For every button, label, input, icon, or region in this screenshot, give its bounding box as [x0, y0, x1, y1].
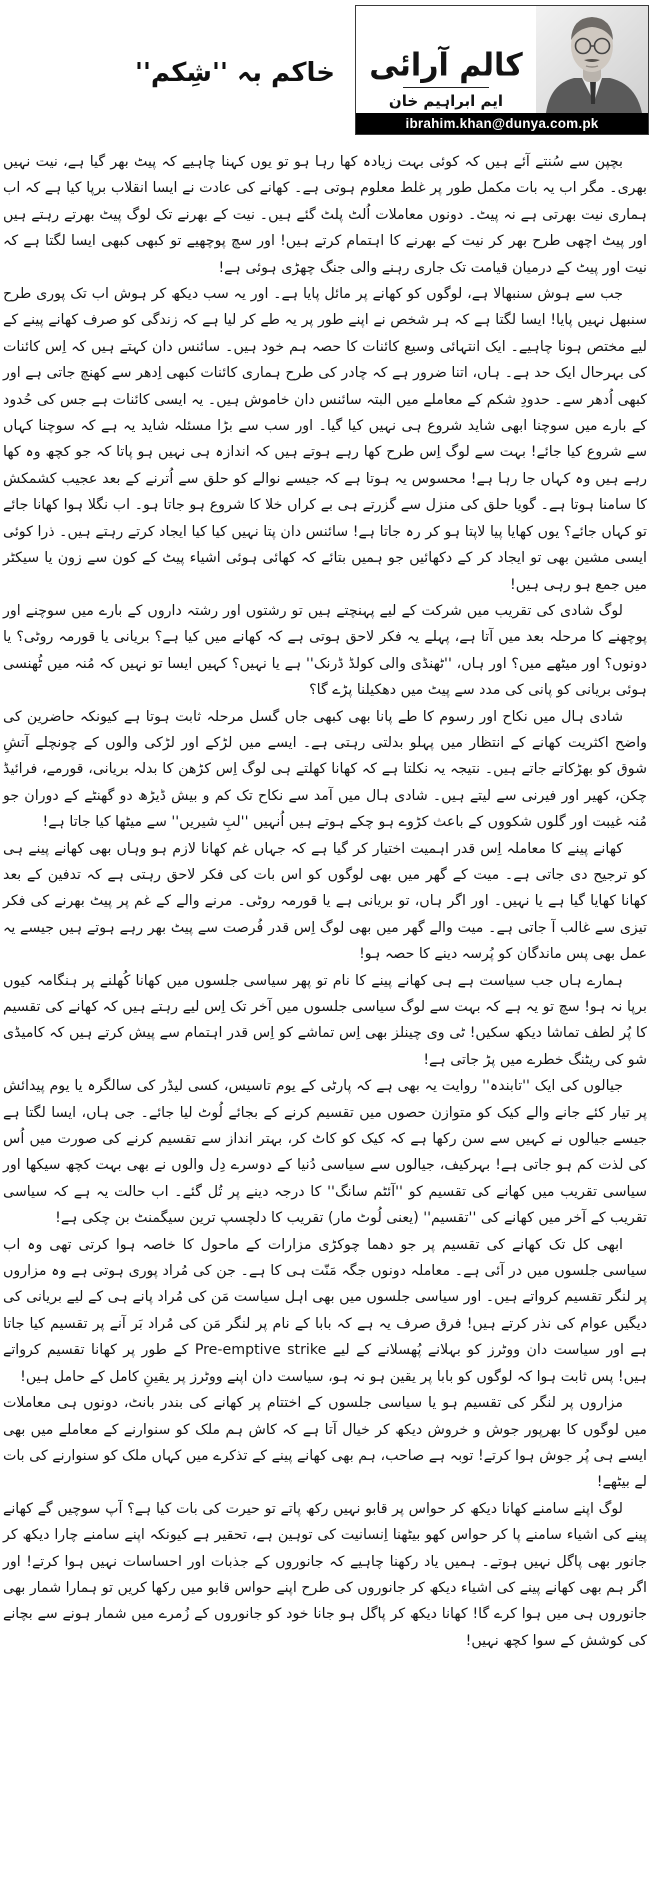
- article-paragraph: مزاروں پر لنگر کی تقسیم ہو یا سیاسی جلسوں کے اختتام پر کھانے کی بندر بانٹ، دونوں ہی معاملات میں لوگوں کا بھرپور جوش و خروش دیکھ کر خیال آتا ہے کہ کاش ہم ملک کو سنوارنے کے معاملے میں بھی ایسے ہی پُر جوش ہوا کرتے! توبہ ہے صاحب، ہم بھی کھانے پینے کے تذکرے میں کہاں ملک کو سنوارنے کی بات لے بیٹھے!: [3, 1395, 647, 1491]
- article-paragraph: شادی ہال میں نکاح اور رسوم کا طے پانا بھی کبھی جاں گسل مرحلہ ثابت ہوتا ہے کیونکہ حاضرین کی واضح اکثریت کھانے کے انتظار میں پہلو بدلتی رہتی ہے۔ ایسے میں لڑکے اور لڑکی والوں کے چونچلے آتشِ شوق کو بھڑکاتے جاتے ہیں۔ نتیجہ یہ نکلتا ہے کہ کھانا کھلتے ہی لوگ اِس کڑھن کا بدلہ بریانی، قورمے، فرائیڈ چکن، کھیر اور فیرنی سے لیتے ہیں۔ شادی ہال میں آمد سے نکاح تک کم و بیش ڈیڑھ دو گھنٹے کے دوران جو مُنہ غیبت اور گلوں شکووں کے باعث کڑوے ہو چکے ہوتے ہیں اُنہیں ''لبِ شیریں'' سے میٹھا کیا جاتا ہے!: [3, 708, 647, 831]
- masthead-divider: [403, 87, 489, 88]
- article-paragraph: جب سے ہوش سنبھالا ہے، لوگوں کو کھانے پر مائل پایا ہے۔ اور یہ سب دیکھ کر ہوش اب تک پوری طرح سنبھل نہیں پایا! ایسا لگتا ہے کہ ہر شخص نے اپنے طور پر یہ طے کر لیا ہے کہ زندگی کو صرف کھانے پینے کے لیے مختص ہونا چاہیے۔ ایک انتہائی وسیع کائنات کا حصہ ہم خود ہیں۔ سائنس دان کہتے ہیں کہ اِس کائنات کی بہرحال ایک حد ہے۔ ہاں، اتنا ضرور ہے کہ چادر کی طرح ہماری کائنات کبھی اِدھر سے کھنچ جاتی ہے اور کبھی اُدھر سے۔ حدودِ شکم کے معاملے میں البتہ سائنس دان خاموش ہیں۔ یہ ایسی کائنات ہے جس کی حُدود کے بارے میں سوچنا ابھی شاید شروع ہی نہیں کیا گیا۔ اور سب سے بڑا مسئلہ شاید یہ ہے کہ سوچنا کہاں سے شروع کیا جائے! بہت سے لوگ اِس طرح کھا رہے ہوتے ہیں کہ اندازہ ہی نہیں ہو پاتا کہ جو کچھ وہ کھا رہے ہیں وہ کہاں جا رہا ہے! محسوس یہ ہوتا ہے کہ جیسے نوالے کو حلق سے اُترنے کے بعد عجیب کشمکش کا سامنا ہوتا ہے۔ گویا حلق کی منزل سے گزرتے ہی بے کراں خلا کا شروع ہو جاتا ہو۔ اب نگلا ہوا کھانا جائے تو کہاں جائے؟ یوں کھایا پیا لاپتا ہو کر رہ جاتا ہے! سائنس دان پتا نہیں کیا کیا ایجاد کرتے رہتے ہیں۔ ذرا کوئی ایسی مشین بھی تو ایجاد کر کے دکھائیں جو ہمیں بتائے کہ کھائی ہوئی اشیاء پیٹ کے کون سے زون یا سیکٹر میں جمع ہو رہی ہیں!: [3, 286, 647, 593]
- author-name: ایم ابراہیم خان: [388, 92, 504, 110]
- article-title: خاکم بہ ''شِکم'': [134, 58, 336, 88]
- article-paragraph: ہمارے ہاں جب سیاست ہے ہی کھانے پینے کا نام تو پھر سیاسی جلسوں میں کھانا کُھلنے پر ہنگامہ کیوں برپا نہ ہو! سچ تو یہ ہے کہ بہت سے لوگ سیاسی جلسوں میں آخر تک اِس لیے رہتے ہیں کہ کھانے کی تقسیم کا پُر لطف تماشا دیکھ سکیں! ٹی وی چینلز بھی اِس تماشے کو اِس قدر اہتمام سے پیش کرتے ہیں کہ کامیڈی شو کی ریٹنگ خطرے میں پڑ جاتی ہے!: [3, 972, 647, 1068]
- article-paragraph: ابھی کل تک کھانے کی تقسیم پر جو دھما چوکڑی مزارات کے ماحول کا خاصہ ہوا کرتی تھی وہ اب سیاسی جلسوں میں در آئی ہے۔ معاملہ دونوں جگہ مَنّت ہی کا ہے۔ جن کی مُراد پوری ہوتی ہے وہ مزاروں پر لنگر تقسیم کرواتے ہیں۔ اور سیاسی جلسوں میں بھی اہل سیاست مَن کی مُراد پانے ہی کے لیے بریانی کی دیگیں عوام کی نذر کرتے ہیں! فرق صرف یہ ہے کہ بابا کے نام پر لنگر مَن کی مُراد بَر آنے پر تقسیم کیا جاتا ہے اور سیاست دان ووٹرز کو بہلانے پُھسلانے کے لیے Pre-emptive strike کے طور پر کھانا تقسیم کرواتے ہیں! پس ثابت ہوا کہ لوگوں کو بابا پر یقین ہو نہ ہو، سیاست دان اپنے ووٹرز پر یقینِ کامل کے حامل ہیں!: [3, 1236, 648, 1385]
- article-paragraph: جیالوں کی ایک ''تابندہ'' روایت یہ بھی ہے کہ پارٹی کے یوم تاسیس، کسی لیڈر کی سالگرہ یا یوم پیدائش پر تیار کئے جانے والے کیک کو متوازن حصوں میں تقسیم کرنے کے بجائے لُوٹ لیا جائے۔ جی ہاں، ایسا لگتا ہے جیسے جیالوں نے کہیں سے سن رکھا ہے کہ کیک کو کاٹ کر، بہتر انداز سے تقسیم کرنے کی صورت میں اُس کی لذت کم ہو جاتی ہے! بہرکیف، جیالوں سے سیاسی دُنیا کے دوسرے دِل والوں نے بھی بہت کچھ سیکھا اور سیاسی تقریب میں کھانے کی تقسیم کو ''آئٹم سانگ'' کا درجہ دینے پر تُل گئے۔ اب حالت یہ ہے کہ سیاسی تقریب کے آخر میں کھانے کی ''تقسیم'' (یعنی لُوٹ مار) تقریب کا دلچسپ ترین سیگمنٹ بن چکی ہے!: [3, 1078, 647, 1227]
- article-paragraph: لوگ شادی کی تقریب میں شرکت کے لیے پہنچتے ہیں تو رشتوں اور رشتہ داروں کے بارے میں سوچنے اور پوچھنے کا مرحلہ بعد میں آتا ہے، پہلے یہ فکر لاحق ہوتی ہے کہ کھانے میں کیا ہے؟ بریانی یا قورمہ روٹی؟ یا دونوں؟ اور میٹھے میں؟ اور ہاں، ''ٹھنڈی والی کولڈ ڈرنک'' ہے یا نہیں؟ کہیں ایسا تو نہیں کہ مُنہ میں ٹُھنسی ہوئی بریانی کو پانی کی مدد سے پیٹ میں دھکیلنا پڑے گا؟: [3, 602, 647, 699]
- article-body: [0, 149, 650, 1654]
- masthead-top: [356, 6, 648, 113]
- article-paragraph: بچپن سے سُنتے آئے ہیں کہ کوئی بہت زیادہ کھا رہا ہو تو یوں کہنا چاہیے کہ پیٹ بھر گیا ہے، نیت نہیں بھری۔ مگر اب یہ بات مکمل طور پر غلط معلوم ہوتی ہے۔ کھانے کی عادت نے ایسا انقلاب برپا کیا ہے کہ اب ہماری نیت بھرتی ہے نہ پیٹ۔ دونوں معاملات اُلٹ پلٹ گئے ہیں۔ نیت کے بھرنے تک لوگ پیٹ بھرتے رہتے ہیں اور پیٹ اچھی طرح بھر کر نیت کے بھرنے کا اہتمام کرتے ہیں! اور سچ پوچھیے تو کبھی کبھی ایسا لگتا ہے کہ نیت اور پیٹ کے درمیان قیامت تک جاری رہنے والی جنگ چھڑی ہوئی ہے!: [3, 154, 647, 276]
- article-paragraph: لوگ اپنے سامنے کھانا دیکھ کر حواس پر قابو نہیں رکھ پاتے تو حیرت کی بات کیا ہے؟ آپ سوچیں گے کھانے پینے کی اشیاء سامنے پا کر حواس کھو بیٹھنا اِنسانیت کی توہین ہے، تحقیر ہے کیونکہ اپنے سامنے چارا دیکھ کر جانور بھی پاگل نہیں ہوتے۔ ہمیں یاد رکھنا چاہیے کہ جانوروں کے جذبات اور احساسات نہیں ہوا کرتے! اور اگر ہم بھی کھانے پینے کی اشیاء دیکھ کر جانوروں کی طرح اپنے حواس قابو میں رکھا کریں تو ہمارا شمار بھی جانوروں ہی میں ہوا کرے گا! کھانا دیکھ کر پاگل ہو جانا خود کو جانوروں کے زُمرے میں شمار ہونے سے بچانے کی کوشش کے سوا کچھ نہیں!: [3, 1500, 647, 1649]
- masthead-title-block: [356, 6, 536, 113]
- column-title: کالم آرائی: [369, 47, 523, 84]
- column-masthead: [355, 5, 649, 135]
- article-paragraph: کھانے پینے کا معاملہ اِس قدر اہمیت اختیار کر گیا ہے کہ جہاں غم کھانا لازم ہو وہاں بھی کھانے پینے ہی کو ترجیح دی جاتی ہے۔ میت کے گھر میں بھی لوگوں کو اس بات کی فکر لاحق رہتی ہے کہ تدفین کے بعد کھانا کھایا گیا ہے یا نہیں۔ اور اگر ہاں، تو بریانی ہے یا قورمہ روٹی۔ مرنے والے کے غم پر پیٹ بھرنے کی فکر تیزی سے غالب آ جاتی ہے۔ میت والے گھر میں بھی لوگ اِس قدر فُرصت سے پیٹ بھر رہے ہوتے ہیں جیسے یہ عمل بھی پس ماندگان کو پُرسہ دینے کا حصہ ہو!: [3, 840, 647, 963]
- author-photo: [536, 6, 648, 113]
- author-email: ibrahim.khan@dunya.com.pk: [356, 113, 648, 134]
